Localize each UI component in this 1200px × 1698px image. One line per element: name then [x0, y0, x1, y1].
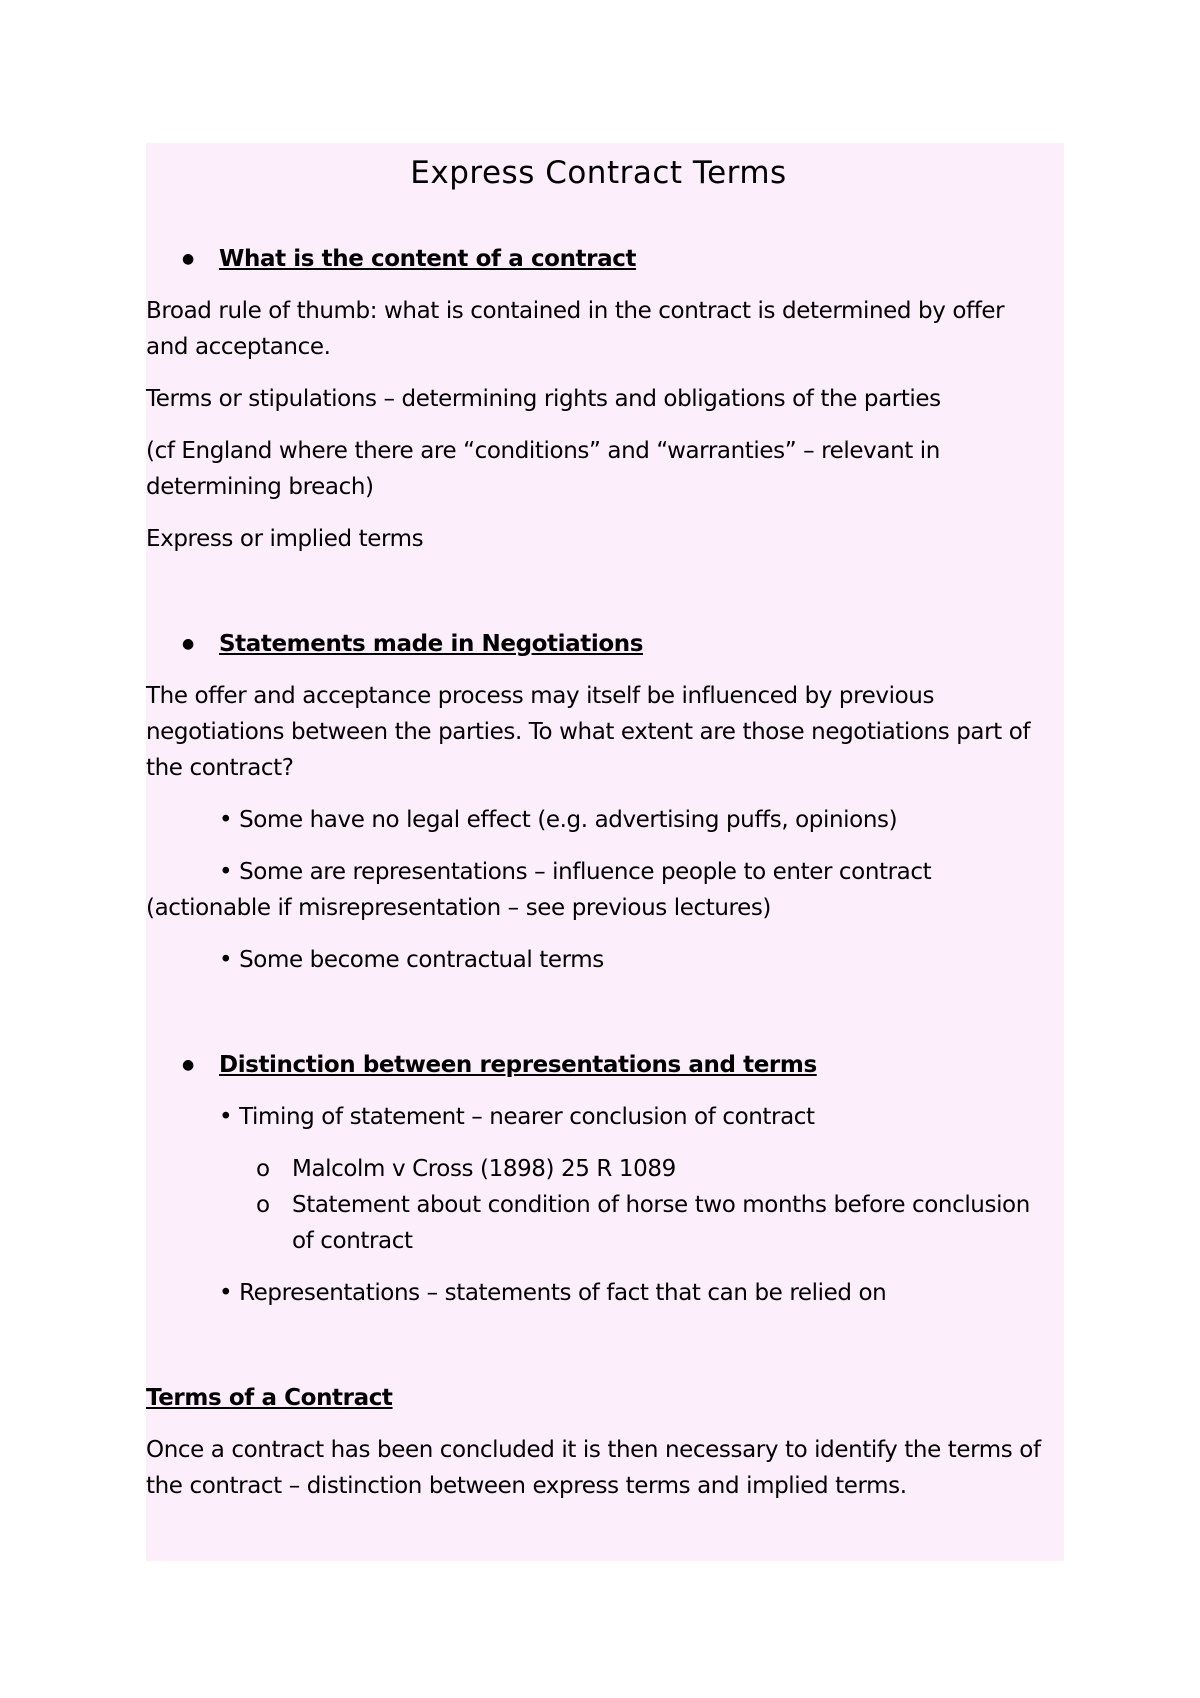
list-item-continuation: (actionable if misrepresentation – see previous lectures): [146, 895, 771, 921]
paragraph: Express or implied terms: [146, 526, 424, 552]
list-item: • Representations – statements of fact that can be relied on: [219, 1280, 887, 1306]
paragraph: (cf England where there are “conditions” and “warranties” – relevant in determining breach): [146, 438, 940, 500]
list-item: • Timing of statement – nearer conclusion of contract: [219, 1104, 815, 1130]
section-heading-terms: Terms of a Contract: [146, 1385, 393, 1411]
list-item: • Some have no legal effect (e.g. advertising puffs, opinions): [219, 807, 898, 833]
document-title: Express Contract Terms: [410, 155, 787, 191]
sub-list-item: o Malcolm v Cross (1898) 25 R 1089: [146, 1151, 1051, 1187]
paragraph: The offer and acceptance process may itself be influenced by previous negotiations between the parties. To what extent are those negotiations part of the contract?: [146, 683, 1031, 781]
section-heading-content: ● What is the content of a contract: [146, 241, 1051, 277]
list-item: • Some are representations – influence people to enter contract: [219, 859, 932, 885]
sub-list-item: o Statement about condition of horse two months before conclusion of contract: [146, 1187, 1051, 1259]
paragraph: Broad rule of thumb: what is contained in the contract is determined by offer and acceptance.: [146, 298, 1005, 360]
list-item: • Some become contractual terms: [219, 947, 604, 973]
paragraph: Terms or stipulations – determining rights and obligations of the parties: [146, 386, 941, 412]
paragraph: Once a contract has been concluded it is then necessary to identify the terms of the contract – distinction between express terms and implied terms.: [146, 1437, 1041, 1499]
section-heading-negotiations: ● Statements made in Negotiations: [146, 626, 1051, 662]
document-content: [146, 143, 1051, 1504]
section-heading-distinction: ● Distinction between representations and terms: [146, 1047, 1051, 1083]
